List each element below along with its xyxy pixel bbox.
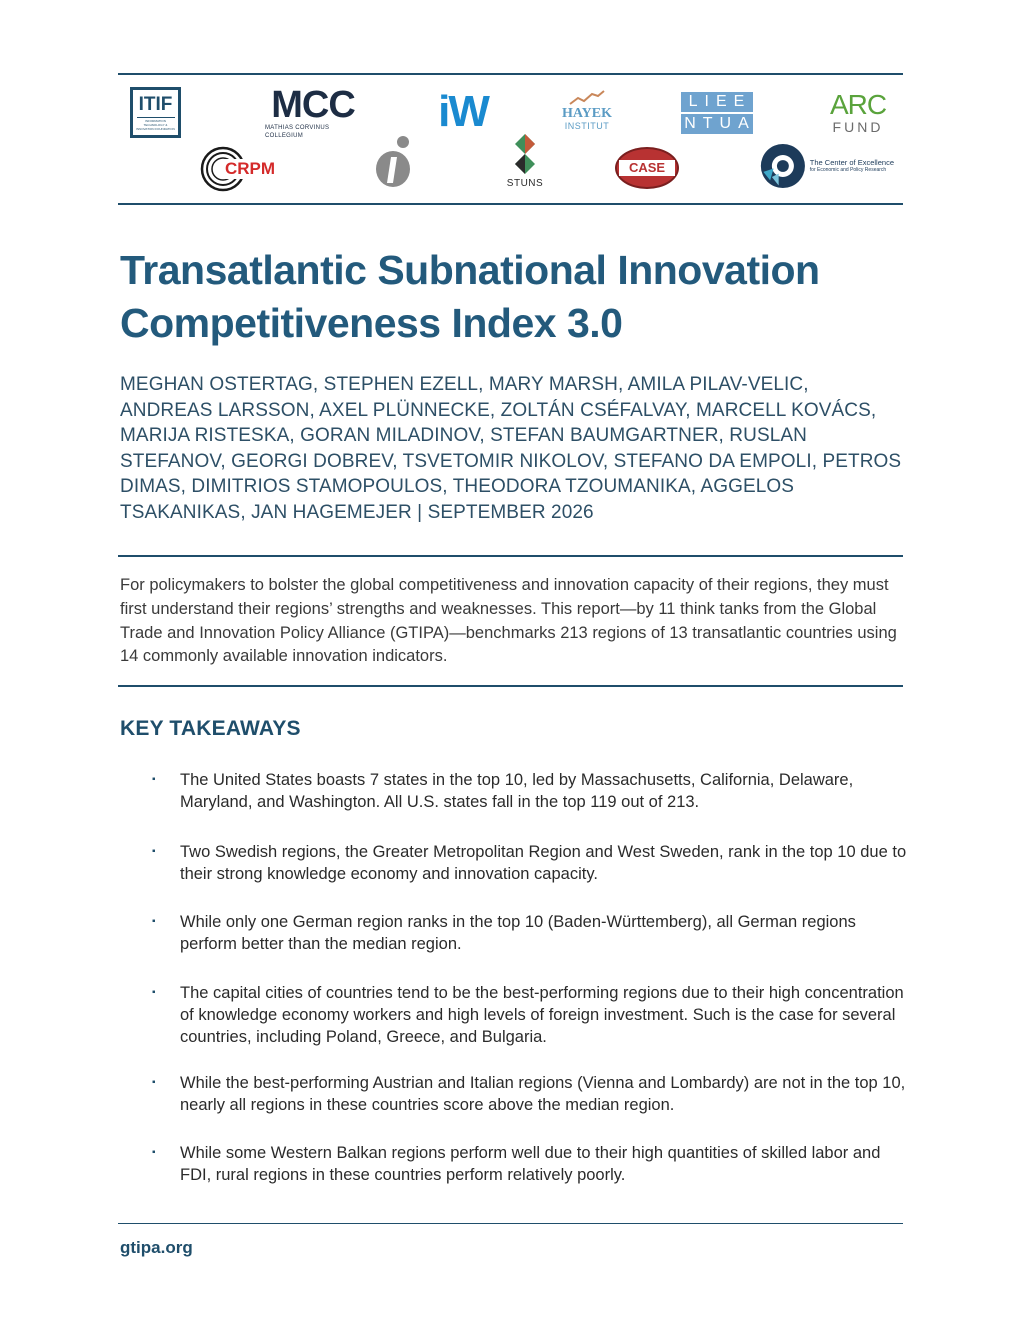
footer-rule: [118, 1223, 903, 1224]
center-of-excellence-logo: [760, 139, 894, 193]
arc-logo-text: ARC: [829, 89, 887, 120]
bullet-icon: ▪: [152, 1147, 156, 1158]
coe-emblem-icon: [760, 139, 806, 193]
footer-url-link[interactable]: gtipa.org: [120, 1238, 193, 1257]
bullet-icon: ▪: [152, 916, 156, 927]
list-item: [120, 841, 910, 885]
abstract-bottom-rule: [118, 685, 903, 687]
crpm-logo-text: CRPM: [225, 159, 276, 178]
takeaway-text: While some Western Balkan regions perform well due to their high quantities of skilled labor and FDI, rural regions in these countries perform relatively poorly.: [180, 1144, 881, 1184]
bullet-icon: ▪: [152, 846, 156, 857]
hayek-logo-subtext: INSTITUT: [564, 120, 610, 131]
takeaway-text: Two Swedish regions, the Greater Metropolitan Region and West Sweden, rank in the top 10 due to their strong knowledge economy and innovation capacity.: [180, 843, 907, 883]
logo-band-rule: [118, 203, 903, 205]
abstract-top-rule: [118, 555, 903, 557]
list-item: [120, 1072, 910, 1116]
bullet-icon: ▪: [152, 774, 156, 785]
stuns-logo-text: STUNS: [506, 178, 544, 189]
hayek-logo: [562, 80, 612, 140]
ntua-logo-text: NTUA: [684, 115, 756, 132]
abstract-text: For policymakers to bolster the global competitiveness and innovation capacity of their regions, they must first understand their regions’ strengths and weaknesses. This report—by 11 think tanks from the Global Trade and Innovation Policy Alliance (GTIPA)—benchmarks 213 regions of 13 transatlantic countries using 14 commonly available innovation indicators.: [120, 576, 897, 666]
stuns-mark-icon: [513, 134, 537, 178]
i-institute-logo: [373, 135, 413, 189]
authors-and-date: MEGHAN OSTERTAG, STEPHEN EZELL, MARY MARSH, AMILA PILAV-VELIC, ANDREAS LARSSON, AXEL PLÜNNECKE, ZOLTÁN CSÉFALVAY, MARCELL KOVÁCS, MARIJA RISTESKA, GORAN MILADINOV, STEFAN BAUMGARTNER, RUSLAN STEFANOV, GEORGI DOBREV, TSVETOMIR NIKOLOV, STEFANO DA EMPOLI, PETROS DIMAS, DIMITRIOS STAMOPOULOS, THEODORA TZOUMANIKA, AGGELOS TSAKANIKAS, JAN HAGEMEJER | SEPTEMBER 2026: [120, 374, 902, 523]
itif-logo-subtext: INFORMATION TECHNOLOGY & INNOVATION FOUNDATION: [136, 118, 175, 131]
i-logo-icon: [373, 135, 413, 189]
takeaway-text: The capital cities of countries tend to be the best-performing regions due to their high concentration of knowledge economy workers and high levels of foreign investment. Such is the case for several countries, including Poland, Greece, and Bulgaria.: [180, 984, 904, 1046]
coe-logo-text: The Center of Excellence: [809, 158, 894, 167]
mcc-logo: [265, 84, 361, 139]
report-title: Transatlantic Subnational Innovation Competitiveness Index 3.0: [120, 247, 820, 346]
list-item: [120, 911, 910, 955]
list-item: [120, 982, 910, 1048]
stuns-logo: [505, 133, 545, 191]
takeaway-text: The United States boasts 7 states in the top 10, led by Massachusetts, California, Delaware, Maryland, and Washington. All U.S. states fall in the top 119 out of 213.: [180, 771, 854, 811]
bullet-icon: ▪: [152, 1077, 156, 1088]
iw-logo-text: iW: [438, 87, 488, 136]
liee-logo-text: LIEE: [688, 93, 752, 110]
coe-logo-subtext: for Economic and Policy Research: [809, 167, 887, 173]
header-rule: [118, 73, 903, 75]
itif-logo: [130, 87, 181, 138]
case-logo: [615, 147, 679, 189]
crpm-logo: [200, 145, 284, 193]
iw-logo: [430, 87, 496, 136]
mcc-logo-subtext: MATHIAS CORVINUS COLLEGIUM: [265, 125, 330, 139]
mcc-logo-text: MCC: [271, 84, 355, 126]
itif-logo-text: ITIF: [138, 93, 173, 115]
list-item: [120, 1142, 910, 1186]
liee-ntua-logo: [681, 92, 756, 134]
case-logo-text: CASE: [628, 160, 666, 175]
arc-logo-subtext: FUND: [832, 119, 884, 135]
takeaway-text: While only one German region ranks in the top 10 (Baden-Württemberg), all German regions perform better than the median region.: [180, 913, 856, 953]
list-item: [120, 769, 910, 813]
arc-fund-logo: [826, 90, 890, 136]
hayek-logo-text: HAYEK: [561, 105, 613, 121]
takeaway-text: While the best-performing Austrian and Italian regions (Vienna and Lombardy) are not in the top 10, nearly all regions in these countries score above the median region.: [180, 1074, 906, 1114]
bullet-icon: ▪: [152, 987, 156, 998]
hayek-chart-icon: [568, 90, 606, 106]
key-takeaways-heading: KEY TAKEAWAYS: [120, 717, 301, 740]
